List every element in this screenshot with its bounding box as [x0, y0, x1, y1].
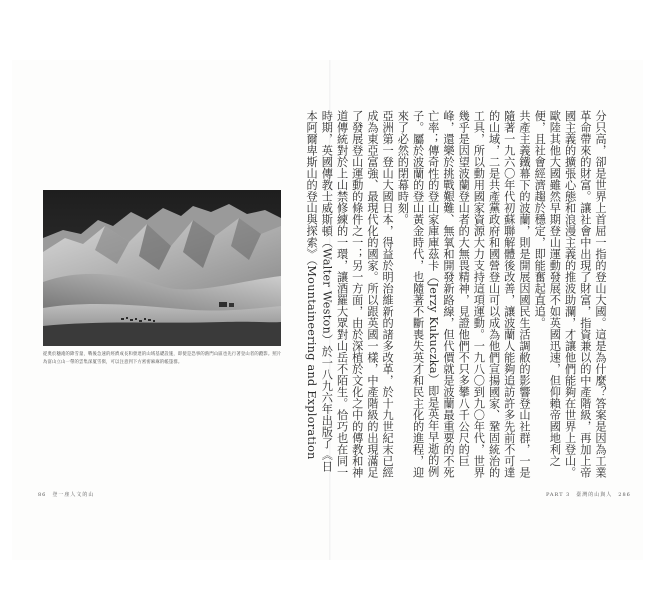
photo-caption: 從奧於穗淹的降雪量，戰後急速的經濟成長和發達的山域基礎設施，即使是恐事的熱門山區也先行著登山者的蹤影。照片為富山立山一帶的雲集深厦雪嶺，可以注意到下方密密麻麻的帳篷群。	[43, 352, 282, 365]
paragraph: 共產主義鐵幕下的波蘭，則是開展因國民生活調敝的影響登山社群，一是隨著一九六〇年代初蘇聯解體後改善，讓波蘭人能夠追訪許多先前不可達的山域，二是共產黨政府和國營登山可以成為他們宣揚國家、鞏固統治的工具，所以動用國家資源大力支持這項運動。一九八〇到九〇年代，世界幾乎是因望波蘭登山者的大無畏精神，見證他們不只多攀八千公尺的巨峰，還樂於挑戰艱難、無氧和開發新路線，但代價就是波蘭最重要的不死亡率；傳奇性的登山家庫庫茲卡（Jerzy Kukuczka）即是英年早逝的例子。屬於波蘭的登山黃金時代，也隨著不斷喪失英才和民主化的進程，迎來了必然的閉幕時刻。	[396, 110, 531, 478]
vertical-body-text	[305, 110, 608, 482]
mountain-photo	[43, 190, 281, 346]
paragraph: 分只高，卻是世界上首屈一指的登山大國。這是為什麼？答案是因為工業革命帶來的財富。讓社會中出現了財富，指資兼以的中產階級，再加上帝國主義的擴張心態和浪漫主義的推波助瀾，才讓他們能夠在世界上登山。歐陸其他大國雖然早期登山運動發展不如英國迅速，但仰賴帝國地利之便，且社會經濟趨於穩定，即能奮起直追。	[533, 110, 607, 478]
left-page-footer: 86 登一座人文的山	[38, 492, 95, 498]
paragraph: 亞洲第一登山大國日本，得益於明治維新的諸多改革，於十九世紀末已經成為東亞富強、最現代化的國家。所以跟英國一樣，中產階級的出現滿足了發展登山運動的條件之一；另一方面，由於深植於文化之中的傳教和神道傳統對於上山禁修練的一環，讓酒羅大眾對山岳不陌生。恰巧也在同一時期，英國傳教士威斯頓（Walter Weston）於一八九六年出版了《日本阿爾卑斯山的登山與探索》（Mountaineering and Exploration	[305, 110, 395, 478]
right-page-footer: PART 3 臺灣的山與人 286	[546, 492, 631, 498]
snow-mountain-image	[43, 190, 281, 346]
